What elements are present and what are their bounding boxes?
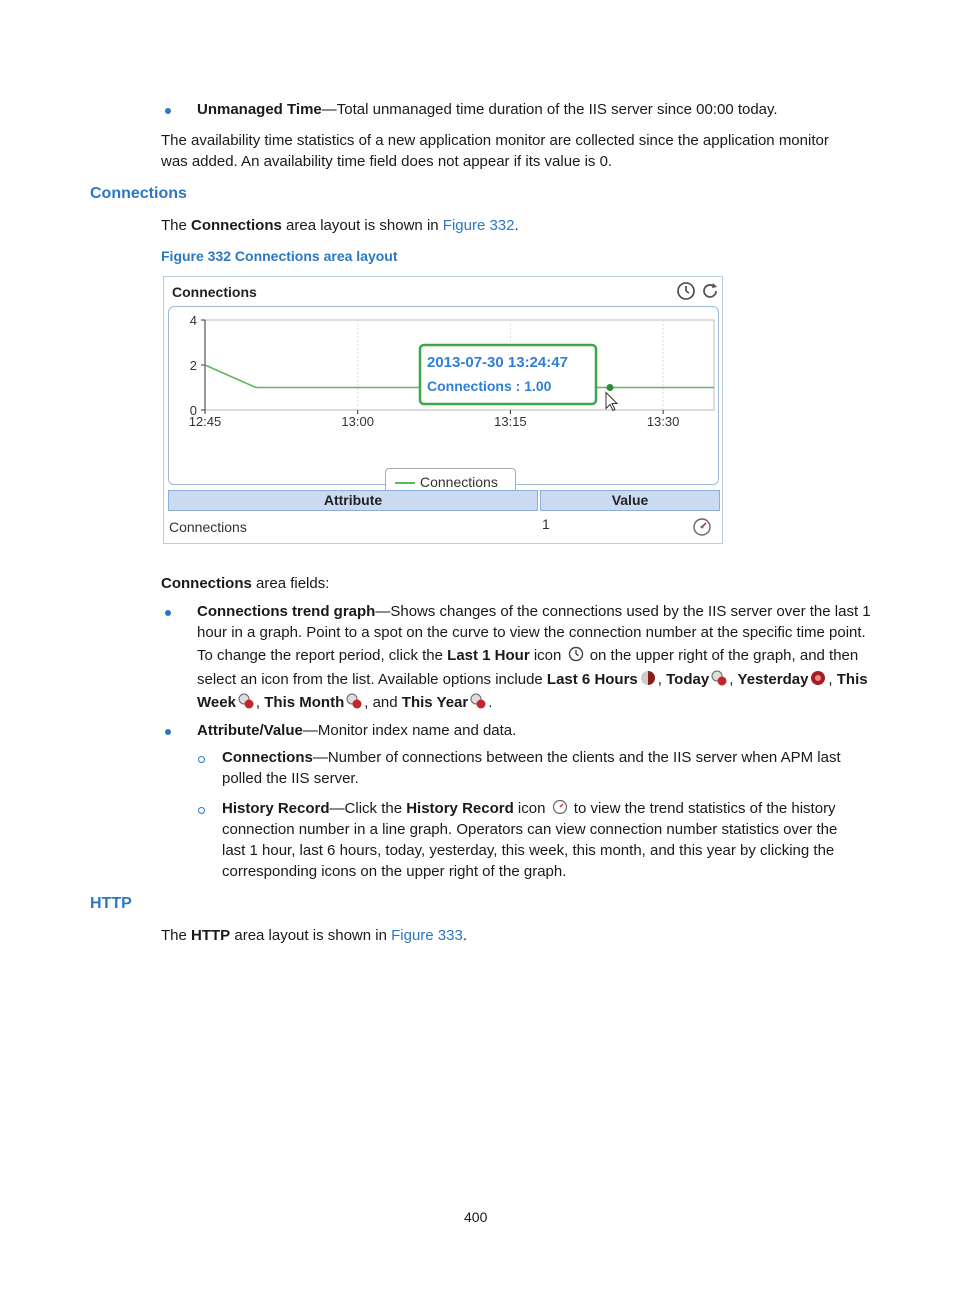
text: , [828, 671, 837, 688]
paragraph-line: hour in a graph. Point to a spot on the curve to view the connection number at the specific time point. [197, 624, 866, 641]
text: —Monitor index name and data. [302, 722, 517, 739]
list-bullet [165, 108, 171, 114]
paragraph-line: polled the IIS server. [222, 770, 359, 787]
text: area layout is shown in [281, 217, 443, 234]
highlighted-point [606, 384, 613, 391]
term: This Month [264, 694, 345, 711]
text: , [657, 671, 667, 688]
text: The [161, 927, 192, 944]
y-tick-label: 4 [189, 313, 197, 328]
yesterday-icon [810, 670, 826, 686]
section-heading-http: HTTP [90, 895, 132, 912]
history-record-subitem [222, 799, 836, 819]
term: Last 1 Hour [447, 647, 530, 664]
text: icon [529, 647, 566, 664]
history-record-icon[interactable] [692, 517, 712, 537]
text: on the upper right of the graph, and then [585, 647, 859, 664]
text: . [514, 217, 519, 234]
sub-bullet [198, 756, 205, 763]
fields-intro [161, 574, 329, 594]
connections-intro [161, 216, 519, 236]
text: , [255, 694, 265, 711]
paragraph-line: The availability time statistics of a new application monitor are collected since the application monitor [161, 132, 829, 149]
x-tick-label: 12:45 [188, 414, 222, 427]
figure-caption: Figure 332 Connections area layout [161, 248, 398, 264]
column-header-value: Value [540, 490, 720, 511]
text: —Shows changes of the connections used by the IIS server over the last 1 [375, 603, 871, 620]
term: Connections [191, 217, 282, 234]
term: Last 6 Hours [546, 671, 638, 688]
widget-title: Connections [172, 284, 257, 300]
section-heading-connections: Connections [90, 185, 187, 202]
term: History Record [222, 800, 330, 817]
term: Attribute/Value [197, 722, 303, 739]
legend-label: Connections [420, 474, 498, 490]
chart-panel [168, 306, 719, 490]
paragraph-line: connection number in a line graph. Operators can view connection number statistics over the [222, 821, 838, 838]
tooltip-time: 2013-07-30 13:24:47 [426, 354, 568, 371]
term: Unmanaged Time [197, 101, 322, 118]
cell-attribute: Connections [169, 519, 247, 535]
figure-link[interactable]: Figure 332 [442, 217, 515, 234]
text: , [729, 671, 738, 688]
text: area layout is shown in [230, 927, 392, 944]
text: . [462, 927, 467, 944]
paragraph-line [197, 670, 868, 690]
text: , and [364, 694, 402, 711]
line-chart[interactable] [169, 307, 718, 427]
attribute-value-item [197, 721, 516, 741]
term: Connections [161, 575, 252, 592]
unmanaged-time-item [197, 100, 778, 120]
this-week-icon [238, 693, 254, 709]
x-tick-label: 13:30 [646, 414, 680, 427]
y-tick-label: 0 [189, 403, 197, 418]
last-6-hours-icon [640, 670, 656, 686]
refresh-icon[interactable] [700, 281, 720, 301]
data-tooltip [420, 345, 596, 404]
text: to view the trend statistics of the history [569, 800, 836, 817]
text: —Number of connections between the clients and the IIS server when APM last [312, 749, 841, 766]
page-number: 400 [464, 1209, 488, 1225]
column-header-attribute: Attribute [168, 490, 538, 511]
paragraph-line: last 1 hour, last 6 hours, today, yesterday, this week, this month, and this year by clicking the [222, 842, 835, 859]
term: This [836, 671, 868, 688]
term: Connections trend graph [197, 603, 376, 620]
paragraph-line [197, 693, 492, 713]
today-icon [711, 670, 727, 686]
x-tick-label: 13:00 [341, 414, 374, 427]
tooltip-value: Connections : 1.00 [426, 378, 552, 394]
cell-value: 1 [542, 516, 550, 532]
term: Connections [222, 749, 313, 766]
text: area fields: [251, 575, 330, 592]
text: The [161, 217, 192, 234]
clock-icon[interactable] [676, 281, 696, 301]
clock-icon [568, 646, 584, 662]
text: —Click the [329, 800, 407, 817]
paragraph-line: corresponding icons on the upper right of the graph. [222, 863, 567, 880]
history-record-icon [552, 799, 568, 815]
this-year-icon [470, 693, 486, 709]
text: To change the report period, click the [197, 647, 448, 664]
term: Today [666, 671, 710, 688]
y-tick-label: 2 [189, 358, 197, 373]
connections-subitem [222, 748, 841, 768]
term: Yesterday [737, 671, 809, 688]
figure-link[interactable]: Figure 333 [391, 927, 463, 944]
term: This Year [401, 694, 469, 711]
text: select an icon from the list. Available options include [197, 671, 547, 688]
text: icon [513, 800, 550, 817]
paragraph-line: was added. An availability time field does not appear if its value is 0. [161, 153, 613, 170]
x-tick-label: 13:15 [494, 414, 527, 427]
term: History Record [406, 800, 514, 817]
sub-bullet [198, 807, 205, 814]
desc: —Total unmanaged time duration of the IIS server since 00:00 today. [321, 101, 778, 118]
list-bullet [165, 729, 171, 735]
term: HTTP [191, 927, 231, 944]
term: Week [197, 694, 236, 711]
http-intro [161, 926, 467, 946]
this-month-icon [346, 693, 362, 709]
legend-swatch [395, 482, 415, 484]
trend-graph-item [197, 602, 871, 622]
paragraph-line [197, 646, 858, 666]
list-bullet [165, 610, 171, 616]
connections-widget [163, 276, 723, 544]
text: . [488, 694, 493, 711]
